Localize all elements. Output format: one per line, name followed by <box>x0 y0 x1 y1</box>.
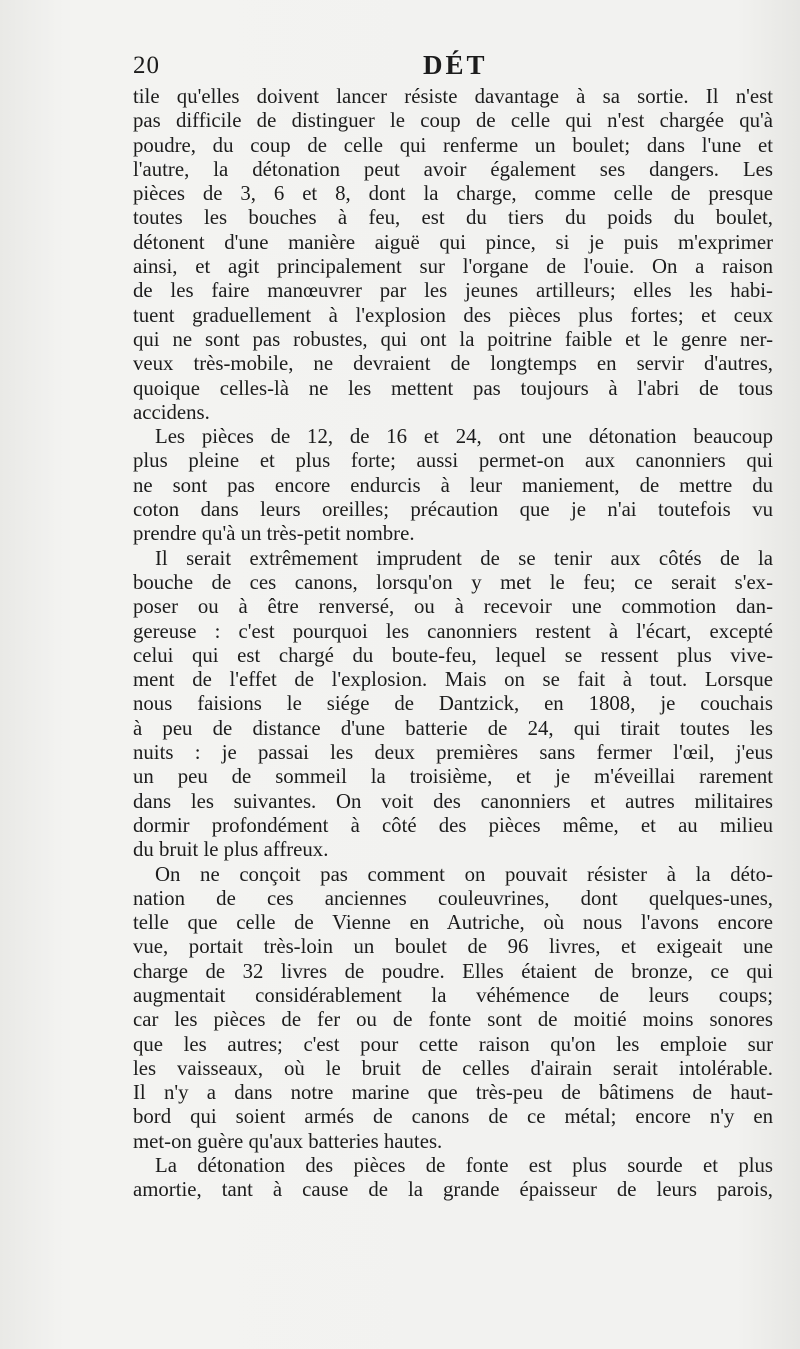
text-line: détonent d'une manière aiguë qui pince, si je puis m'exprimer <box>133 230 773 254</box>
body-text <box>133 85 773 1203</box>
text-line: charge de 32 livres de poudre. Elles étaient de bronze, ce qui <box>133 959 773 983</box>
text-line: ment de l'effet de l'explosion. Mais on se fait à tout. Lorsque <box>133 668 773 692</box>
text-line: tuent graduellement à l'explosion des pièces plus fortes; et ceux <box>133 303 773 327</box>
page-header <box>133 50 773 84</box>
text-line: du bruit le plus affreux. <box>133 838 329 862</box>
text-line: prendre qu'à un très-petit nombre. <box>133 522 415 546</box>
text-line: un peu de sommeil la troisième, et je m'éveillai rarement <box>133 765 773 789</box>
paragraph <box>133 1154 773 1203</box>
text-line: qui ne sont pas robustes, qui ont la poitrine faible et le genre ner- <box>133 327 773 351</box>
text-line: nation de ces anciennes couleuvrines, dont quelques-unes, <box>133 886 773 910</box>
text-line: augmentait considérablement la véhémence de leurs coups; <box>133 983 773 1007</box>
text-line: accidens. <box>133 400 210 424</box>
text-line: Il serait extrêmement imprudent de se tenir aux côtés de la <box>155 546 773 570</box>
text-line: dans les suivantes. On voit des canonniers et autres militaires <box>133 789 773 813</box>
text-line: On ne conçoit pas comment on pouvait résister à la déto- <box>155 862 773 886</box>
running-head: DÉT <box>423 50 488 80</box>
text-line: à peu de distance d'une batterie de 24, qui tirait toutes les <box>133 716 773 740</box>
paragraph <box>133 425 773 546</box>
text-line: celui qui est chargé du boute-feu, lequel se ressent plus vive- <box>133 643 773 667</box>
text-line: gereuse : c'est pourquoi les canonniers restent à l'écart, excepté <box>133 619 773 643</box>
text-line: vue, portait très-loin un boulet de 96 livres, et exigeait une <box>133 935 773 959</box>
text-line: nous faisions le siége de Dantzick, en 1808, je couchais <box>133 692 773 716</box>
text-line: les vaisseaux, où le bruit de celles d'airain serait intolérable. <box>133 1056 773 1080</box>
text-line: ainsi, et agit principalement sur l'organe de l'ouie. On a raison <box>133 255 773 279</box>
text-line: met-on guère qu'aux batteries hautes. <box>133 1129 443 1153</box>
text-line: Il n'y a dans notre marine que très-peu de bâtimens de haut- <box>133 1081 773 1105</box>
text-line: pas difficile de distinguer le coup de celle qui n'est chargée qu'à <box>133 109 773 133</box>
paragraph <box>133 547 773 863</box>
text-line: l'autre, la détonation peut avoir également ses dangers. Les <box>133 157 773 181</box>
text-line: quoique celles-là ne les mettent pas toujours à l'abri de tous <box>133 376 773 400</box>
text-line: car les pièces de fer ou de fonte sont de moitié moins sonores <box>133 1008 773 1032</box>
text-line: plus pleine et plus forte; aussi permet-on aux canonniers qui <box>133 449 773 473</box>
text-line: toutes les bouches à feu, est du tiers du poids du boulet, <box>133 206 773 230</box>
text-line: bouche de ces canons, lorsqu'on y met le feu; ce serait s'ex- <box>133 570 773 594</box>
text-line: de les faire manœuvrer par les jeunes artilleurs; elles les habi- <box>133 279 773 303</box>
text-line: poudre, du coup de celle qui renferme un boulet; dans l'une et <box>133 133 773 157</box>
text-line: coton dans leurs oreilles; précaution que je n'ai toutefois vu <box>133 498 773 522</box>
page-number: 20 <box>133 52 160 79</box>
text-line: pièces de 3, 6 et 8, dont la charge, comme celle de presque <box>133 182 773 206</box>
text-line: que les autres; c'est pour cette raison qu'on les emploie sur <box>133 1032 773 1056</box>
text-line: poser ou à être renversé, ou à recevoir une commotion dan- <box>133 595 773 619</box>
paragraph <box>133 863 773 1155</box>
text-line: amortie, tant à cause de la grande épaisseur de leurs parois, <box>133 1178 773 1202</box>
text-line: nuits : je passai les deux premières sans fermer l'œil, j'eus <box>133 741 773 765</box>
text-line: La détonation des pièces de fonte est plus sourde et plus <box>155 1154 773 1178</box>
text-line: bord qui soient armés de canons de ce métal; encore n'y en <box>133 1105 773 1129</box>
text-line: veux très-mobile, ne devraient de longtemps en servir d'autres, <box>133 352 773 376</box>
text-line: telle que celle de Vienne en Autriche, où nous l'avons encore <box>133 911 773 935</box>
text-line: tile qu'elles doivent lancer résiste davantage à sa sortie. Il n'est <box>133 85 773 108</box>
text-line: ne sont pas encore endurcis à leur maniement, de mettre du <box>133 473 773 497</box>
paragraph <box>133 85 773 425</box>
text-line: Les pièces de 12, de 16 et 24, ont une détonation beaucoup <box>155 425 773 449</box>
text-line: dormir profondément à côté des pièces même, et au milieu <box>133 813 773 837</box>
